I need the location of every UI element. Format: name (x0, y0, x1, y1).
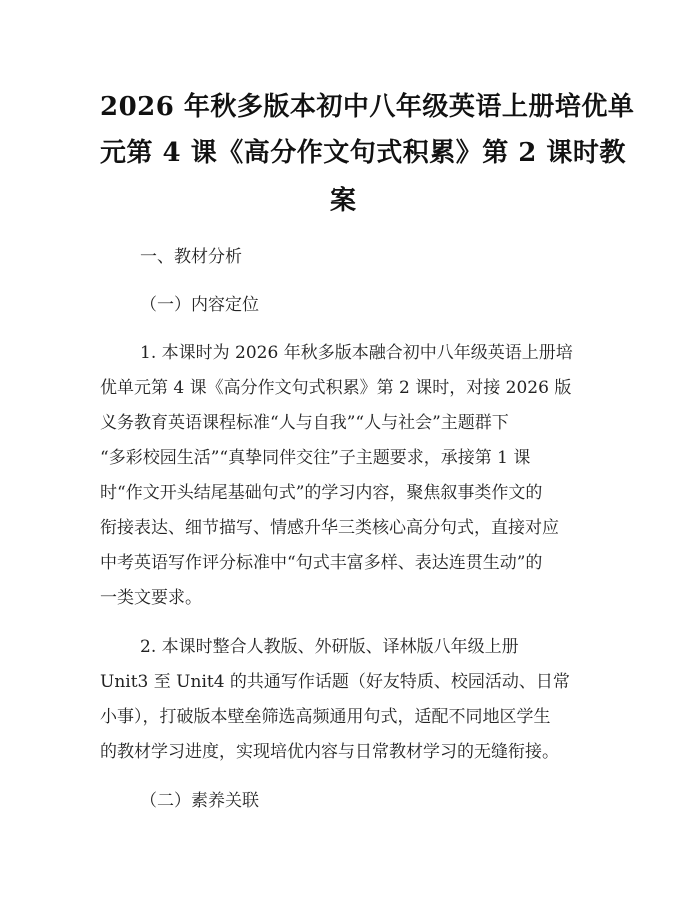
paragraph-1-line: 1. 本课时为 2026 年秋多版本融合初中八年级英语上册培 (140, 343, 573, 363)
doc-title-line-2: 元第 4 课《高分作文句式积累》第 2 课时教 (100, 138, 626, 168)
paragraph-1-line: 优单元第 4 课《高分作文句式积累》第 2 课时，对接 2026 版 (100, 378, 572, 398)
paragraph-1-line: 义务教育英语课程标准“人与自我”“人与社会”主题群下 (100, 413, 509, 433)
subsection-heading-2: （二）素养关联 (140, 791, 259, 811)
subsection-heading-1: （一）内容定位 (140, 295, 259, 315)
paragraph-2-line: 的教材学习进度，实现培优内容与日常教材学习的无缝衔接。 (100, 742, 559, 762)
paragraph-1-line: 中考英语写作评分标准中“句式丰富多样、表达连贯生动”的 (100, 553, 543, 573)
paragraph-1-line: 时“作文开头结尾基础句式”的学习内容，聚焦叙事类作文的 (100, 483, 543, 503)
doc-title-line-3: 案 (330, 186, 357, 216)
paragraph-1-line: 一类文要求。 (100, 588, 202, 608)
paragraph-1-line: 衔接表达、细节描写、情感升华三类核心高分句式，直接对应 (100, 518, 559, 538)
paragraph-2-line: Unit3 至 Unit4 的共通写作话题（好友特质、校园活动、日常 (100, 672, 570, 692)
doc-title-line-1: 2026 年秋多版本初中八年级英语上册培优单 (100, 92, 635, 122)
paragraph-2-line: 小事），打破版本壁垒筛选高频通用句式，适配不同地区学生 (100, 707, 551, 727)
paragraph-2-line: 2. 本课时整合人教版、外研版、译林版八年级上册 (140, 637, 519, 657)
section-heading-1: 一、教材分析 (140, 247, 242, 267)
paragraph-1-line: “多彩校园生活”“真挚同伴交往”子主题要求，承接第 1 课 (100, 448, 531, 468)
